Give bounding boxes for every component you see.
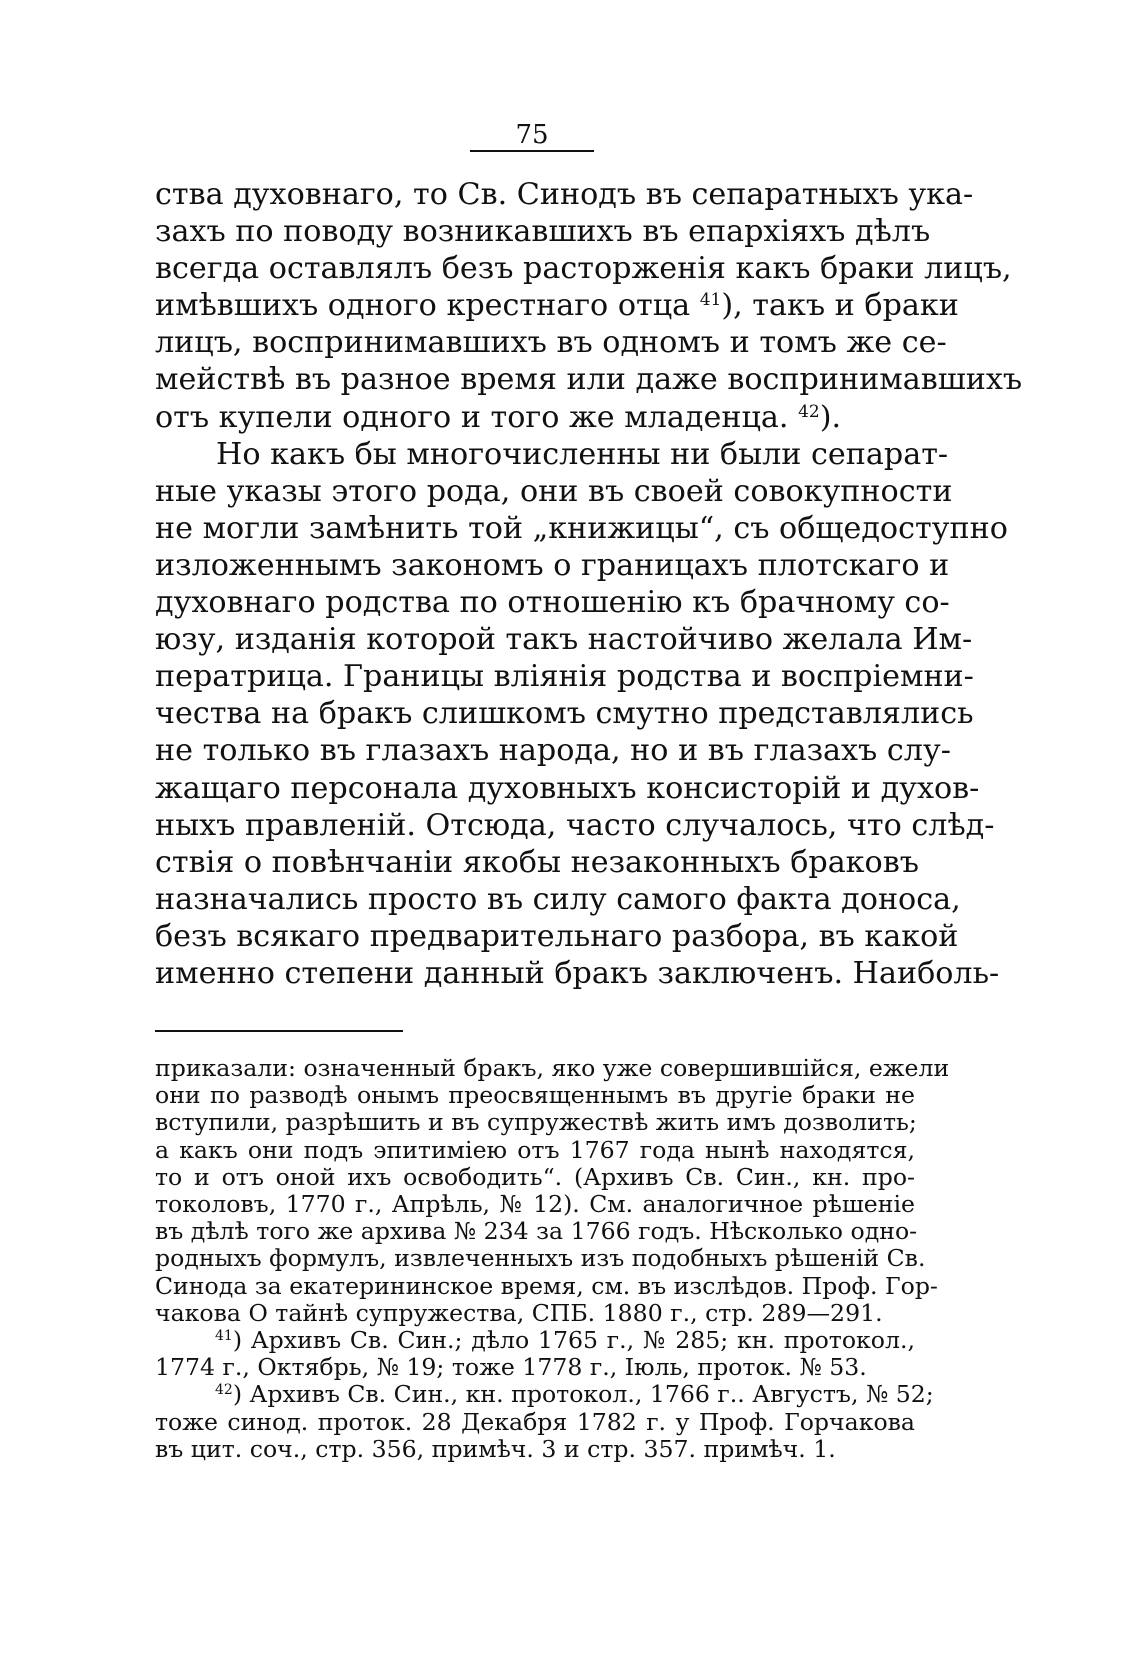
footnote-text: ) Архивъ Св. Син.; дѣло 1765 г., № 285; кн. протокол., (232, 1326, 915, 1355)
text-line: ствія о повѣнчаніи якобы незаконныхъ браковъ (155, 844, 919, 880)
footnote-line: въ цит. соч., стр. 356, примѣч. 3 и стр. 357. примѣч. 1. (155, 1434, 836, 1463)
footnote-ref: 41 (699, 290, 722, 311)
footnote-line: а какъ они подъ эпитиміею отъ 1767 года нынѣ находятся, (155, 1135, 915, 1164)
page-number-rule (470, 150, 594, 152)
footnote-line (155, 1327, 915, 1354)
text-line (155, 287, 959, 324)
text-line: лицъ, воспринимавшихъ въ одномъ и томъ же се- (155, 325, 947, 361)
footnote-text: ) Архивъ Св. Син., кн. протокол., 1766 г.. Августъ, № 52; (232, 1380, 934, 1409)
text-segment: ). (819, 399, 842, 435)
footnote-number: 42 (215, 1382, 233, 1399)
footnote-separator (155, 1030, 403, 1032)
footnote-line: тоже синод. проток. 28 Декабря 1782 г. у Проф. Горчакова (155, 1407, 915, 1436)
text-line: изложеннымъ закономъ о границахъ плотскаго и (155, 547, 950, 583)
text-line: ные указы этого рода, они въ своей совокупности (155, 473, 953, 509)
text-line: безъ всякаго предварительнаго разбора, въ какой (155, 918, 959, 954)
footnote-ref: 42 (798, 401, 820, 422)
footnote-line (155, 1380, 934, 1409)
text-line: ныхъ правленій. Отсюда, часто случалось, что слѣд- (155, 807, 995, 843)
text-line: всегда оставлялъ безъ расторженія какъ браки лицъ, (155, 251, 1012, 287)
text-line: назначались просто въ силу самого факта доноса, (155, 881, 961, 917)
footnote-line: то и отъ оной ихъ освободить“. (Архивъ Св. Син., кн. про- (155, 1162, 915, 1191)
text-line: ператрица. Границы вліянія родства и воспріемни- (155, 659, 974, 695)
footnote-line: Синода за екатерининское время, см. въ изслѣдов. Проф. Гор- (155, 1271, 938, 1300)
footnote-line: родныхъ формулъ, извлеченныхъ изъ подобныхъ рѣшеній Св. (155, 1244, 926, 1273)
text-line: не только въ глазахъ народа, но и въ глазахъ слу- (155, 733, 951, 769)
text-line: именно степени данный бракъ заключенъ. Наиболь- (155, 955, 1000, 991)
text-line: ства духовнаго, то Св. Синодъ въ сепаратныхъ ука- (155, 177, 974, 212)
text-line: не могли замѣнить той „книжицы“, съ общедоступно (155, 510, 1008, 546)
text-line: чества на бракъ слишкомъ смутно представлялись (155, 696, 974, 732)
footnote-line: приказали: означенный бракъ, яко уже совершившійся, ежели (155, 1054, 950, 1082)
footnote-line: 1774 г., Октябрь, № 19; тоже 1778 г., Іюль, проток. № 53. (155, 1353, 867, 1382)
footnotes (155, 1054, 950, 1463)
text-line (155, 399, 911, 436)
footnote-number: 41 (215, 1328, 233, 1345)
text-segment: отъ купели одного и того же младенца. (155, 399, 799, 435)
text-segment: ), такъ и браки (721, 288, 959, 324)
footnote-line: въ дѣлѣ того же архива № 234 за 1766 годъ. Нѣсколько одно- (155, 1217, 918, 1246)
text-segment: имѣвшихъ одного крестнаго отца (155, 288, 700, 324)
footnote-line: они по разводѣ онымъ преосвященнымъ въ другіе браки не (155, 1081, 915, 1110)
footnote-line: чакова О тайнѣ супружества, СПБ. 1880 г., стр. 289—291. (155, 1298, 883, 1327)
text-line: жащаго персонала духовныхъ консисторій и духов- (155, 770, 980, 806)
page-number: 75 (515, 120, 549, 150)
text-line: захъ по поводу возникавшихъ въ епархіяхъ дѣлъ (155, 214, 931, 250)
text-line: мействѣ въ разное время или даже воспринимавшихъ (155, 362, 1023, 398)
main-text (155, 176, 1023, 992)
footnote-line: вступили, разрѣшить и въ супружествѣ жить имъ дозволить; (155, 1108, 917, 1137)
text-line: юзу, изданія которой такъ настойчиво желала Им- (155, 622, 973, 658)
footnote-line: токоловъ, 1770 г., Апрѣль, № 12). См. аналогичное рѣшеніе (155, 1190, 915, 1219)
text-line: Но какъ бы многочисленны ни были сепарат- (216, 436, 949, 472)
text-line: духовнаго родства по отношенію къ брачному со- (155, 585, 950, 621)
